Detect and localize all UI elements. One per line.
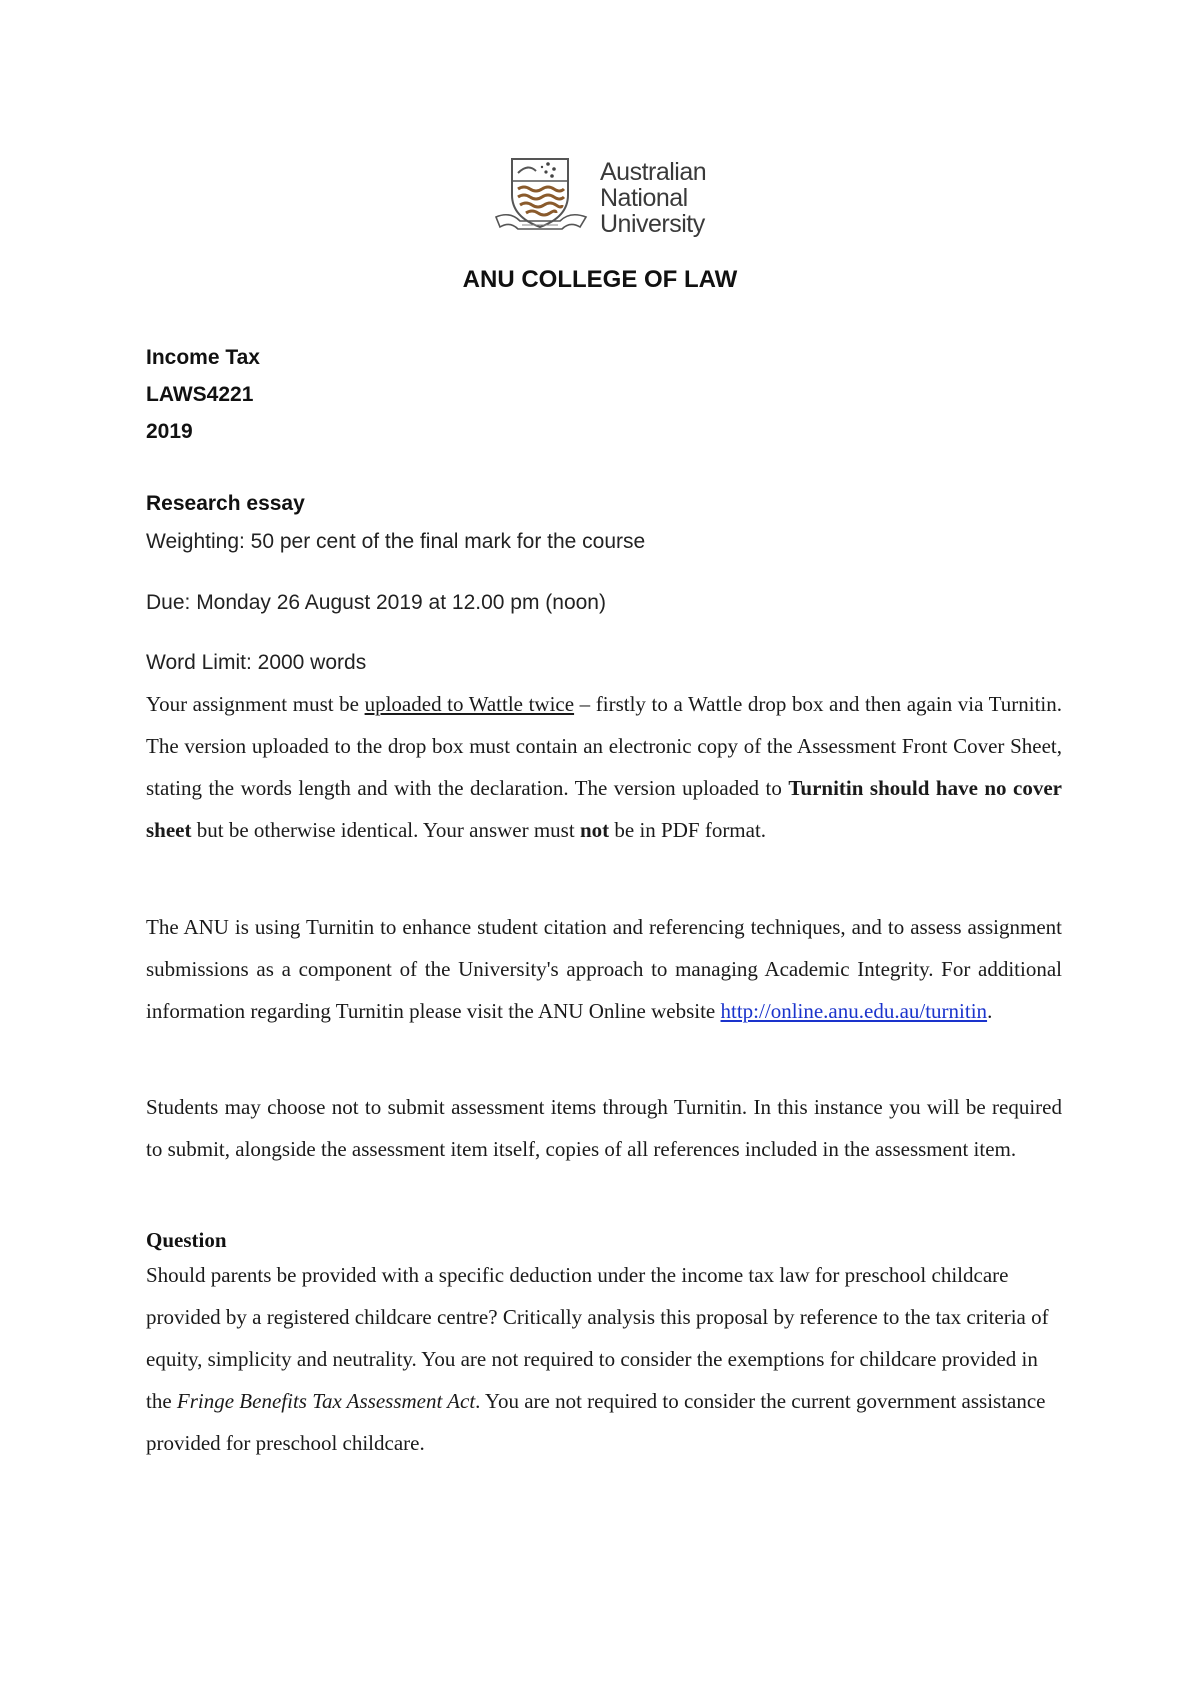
logo-line-3: University xyxy=(600,210,705,238)
college-title: ANU COLLEGE OF LAW xyxy=(462,266,738,293)
anu-crest-icon xyxy=(490,155,595,235)
question-text-2: . You are not required to consider the current government assistance provided for preschool childcare. xyxy=(146,1389,1046,1455)
logo-line-2: National xyxy=(600,184,688,212)
assessment-due-date: Due: Monday 26 August 2019 at 12.00 pm (noon) xyxy=(146,591,606,614)
turnitin-end: . xyxy=(987,999,993,1023)
course-name: Income Tax xyxy=(146,346,260,369)
optout-paragraph: Students may choose not to submit assessment items through Turnitin. In this instance you will be required to submit, alongside the assessment item itself, copies of all references included in the assessment item. xyxy=(146,1095,1062,1161)
logo-line-1: Australian xyxy=(600,158,707,186)
question-act-title: Fringe Benefits Tax Assessment Act xyxy=(176,1389,476,1413)
question-text-1: Should parents be provided with a specific deduction under the income tax law for preschool childcare provided by a registered childcare centre? Critically analysis this proposal by reference to the tax criteria of equity, simplicity and neutrality. You are not required to consider the exemptions for childcare provided in the xyxy=(146,1263,1049,1413)
question-text xyxy=(146,1254,1062,1464)
turnitin-paragraph xyxy=(146,906,1062,1032)
course-year: 2019 xyxy=(146,420,193,443)
upload-not-bold: not xyxy=(579,818,610,842)
course-code: LAWS4221 xyxy=(146,383,254,406)
upload-instructions xyxy=(146,683,1062,851)
assessment-word-limit: Word Limit: 2000 words xyxy=(146,651,367,674)
upload-text-1: Your assignment must be xyxy=(146,692,365,716)
upload-text-4: be in PDF format. xyxy=(609,818,767,842)
upload-text-2: – firstly to a Wattle drop box and then again via Turnitin. The version uploaded to the drop box must contain an electronic copy of the Assessment Front Cover Sheet, stating the words length and with the declaration. The version uploaded to xyxy=(146,692,1062,800)
upload-text-3: but be otherwise identical. Your answer must xyxy=(191,818,580,842)
turnitin-link[interactable]: http://online.anu.edu.au/turnitin xyxy=(720,999,988,1023)
upload-underline-text: uploaded to Wattle twice xyxy=(364,692,575,716)
anu-logo xyxy=(490,155,725,245)
assessment-title: Research essay xyxy=(146,492,305,515)
assessment-weighting: Weighting: 50 per cent of the final mark for the course xyxy=(146,530,646,553)
turnitin-text: The ANU is using Turnitin to enhance student citation and referencing techniques, and to assess assignment submissions as a component of the University's approach to managing Academic Integrity. For additional information regarding Turnitin please visit the ANU Online website xyxy=(146,915,1062,1023)
question-heading: Question xyxy=(146,1228,227,1252)
logo-wordmark xyxy=(600,159,706,237)
upload-bold-text: Turnitin should have no cover sheet xyxy=(146,776,1062,842)
